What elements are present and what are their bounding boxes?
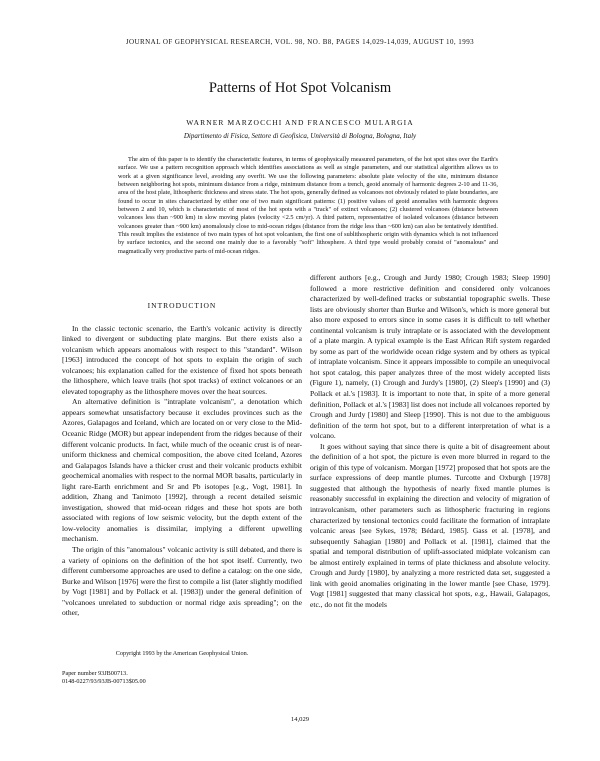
body-paragraph: In the classic tectonic scenario, the Earth's volcanic activity is directly linked to divergent or subducting plate margins. But there exists also a volcanism which appears anomalous with respect to this "standard". Wilson [1963] introduced the concept of hot spots to explain the origin of such volcanoes; his explanation called for the existence of fixed hot spots beneath the lithosphere, which leave trails (hot spot tracks) of extinct volcanoes or an elevated topography as the lithosphere moves over the heat sources.	[62, 323, 302, 396]
body-paragraph: An alternative definition is "intraplate volcanism", a denotation which appears somewhat unsatisfactory because it excludes provinces such as the Azores, Galapagos and Iceland, which are located on or very close to the Mid-Oceanic Ridge (MOR) but appear independent from the ridges because of their different volcanic products. In fact, while much of the oceanic crust is of near-uniform thickness and chemical composition, the above cited Iceland, Azores and Galapagos Islands have a thicker crust and their volcanic products exhibit geochemical anomalies with respect to the normal MOR basalts, particularly in light rare-Earth enrichment and Sr and Pb isotopes [e.g., Vogt, 1981]. In addition, Zhang and Tanimoto [1992], through a recent detailed seismic investigation, showed that mid-ocean ridges and these hot spots are both associated with regions of low seismic velocity, but the depth extent of the low-velocity anomalies is dissimilar, implying a different upwelling mechanism.	[62, 397, 302, 544]
affiliation: Dipartimento di Fisica, Settore di Geofisica, Università di Bologna, Bologna, Italy	[183, 132, 417, 140]
running-head: JOURNAL OF GEOPHYSICAL RESEARCH, VOL. 98, NO. B8, PAGES 14,029-14,039, AUGUST 10, 1993	[125, 38, 475, 46]
paper-code: 0148-0227/93/93JB-00713$05.00	[62, 677, 146, 685]
right-column	[310, 273, 550, 611]
page-number: 14,029	[290, 716, 310, 723]
left-column	[62, 273, 302, 619]
authors: WARNER MARZOCCHI AND FRANCESCO MULARGIA	[186, 118, 414, 127]
abstract: The aim of this paper is to identify the characteristic features, in terms of geophysically measured parameters, of the hot spot sites over the Earth's surface. We use a pattern recognition approach which identifies associations as well as single parameters, and our statistical algorithm allows us to work at a given significance level, avoiding any overfit. We use the following parameters: absolute plate velocity of the site, minimum distance between neighboring hot spots, minimum distance from a ridge, minimum distance from a trench, geoid anomaly of harmonic degrees 2-10 and 11-36, area of the host plate, lithospheric thickness and stress state. The hot spots, generally defined as volcanoes not obviously related to plate boundaries, are found to occur in sites characterized by either one of two main significant patterns: (1) positive values of geoid anomalies with harmonic degrees between 2 and 10, which is characteristic of most of the hot spots with a "track" of extinct volcanoes; (2) clustered volcanoes (distance between volcanoes less than ~900 km) in slow moving plates (velocity <2.5 cm/yr). A third pattern, representative of isolated volcanoes (distance between volcanoes greater than ~900 km) anomalously close to mid-ocean ridges (distance from the ridge less than ~600 km) can also be tentatively identified. This result implies the existence of two main types of hot spot volcanism, the first one of sublithospheric origin with dynamics which is not influenced by surface tectonics, and the second one mainly due to a favorably "soft" lithosphere. A third type would probably consist of "anomalous" and magmatically very productive parts of mid-ocean ridges.	[118, 156, 498, 255]
body-paragraph: The origin of this "anomalous" volcanic activity is still debated, and there is a variety of opinions on the definition of the hot spot itself. Currently, two different cumbersome approaches are used to define a catalog: on the one side, Burke and Wilson [1976] were the first to compile a list (later slightly modified by Vogt [1981] and by Pollack et al. [1983]) under the general definition of "volcanoes unrelated to subduction or normal ridge axis spreading"; on the other,	[62, 545, 302, 618]
paper-title: Patterns of Hot Spot Volcanism	[208, 80, 392, 96]
body-paragraph: It goes without saying that since there is quite a bit of disagreement about the definition of a hot spot, the picture is even more blurred in regard to the origin of this type of volcanism. Morgan [1972] proposed that hot spots are the surface expressions of deep mantle plumes. Turcotte and Oxburgh [1978] suggested that although the hypothesis of nearly fixed mantle plumes is reasonably successful in explaining the direction and velocity of migration of intravolcanism, other parameters such as lithospheric fracturing in regions characterized by tensional tectonics could facilitate the formation of intraplate volcanic areas [see Sykes, 1978; Bédard, 1985]. Gass et al. [1978], and subsequently Sahagian [1980] and Pollack et al. [1981], claimed that the spatial and temporal distribution of uplift-associated midplate volcanism can be almost entirely explained in terms of plate thickness and absolute velocity. Crough and Jurdy [1980], by analyzing a more restricted data set, suggested a link with geoid anomalies originating in the lower mantle [see Chase, 1979]. Vogt [1981] suggested that many classical hot spots, e.g., Hawaii, Galapagos, etc., do not fit the models	[310, 441, 550, 609]
section-heading-introduction: INTRODUCTION	[147, 301, 217, 310]
copyright-notice: Copyright 1993 by the American Geophysical Union.	[115, 650, 249, 657]
paper-number: Paper number 93JB00713.	[62, 670, 128, 677]
paper-meta	[62, 670, 302, 685]
body-paragraph: different authors [e.g., Crough and Jurdy 1980; Crough 1983; Sleep 1990] followed a more restrictive definition and considered only volcanoes characterized by well-defined tracks or substantial topographic swells. These lists are obviously shorter than Burke and Wilson's, which is more general but also more exposed to errors since in some cases it is difficult to tell whether continental volcanism is truly intraplate or is associated with the development of a plate margin. A typical example is the East African Rift system regarded by some as part of the worldwide ocean ridge system and by others as typical of intraplate volcanism. Since it appears impossible to compile an unequivocal hot spot catalog, this paper analyzes three of the most widely accepted lists (Figure 1), namely, (1) Crough and Jurdy's [1980], (2) Sleep's [1990] and (3) Pollack et al.'s [1983]. It is important to note that, in spite of a more general definition, Pollack et al.'s [1983] list does not include all volcanoes reported by Crough and Jurdy [1980] and Sleep [1990]. This is not due to the ambiguous definition of the term hot spot, but to a different interpretation of what is a volcano.	[310, 273, 550, 441]
